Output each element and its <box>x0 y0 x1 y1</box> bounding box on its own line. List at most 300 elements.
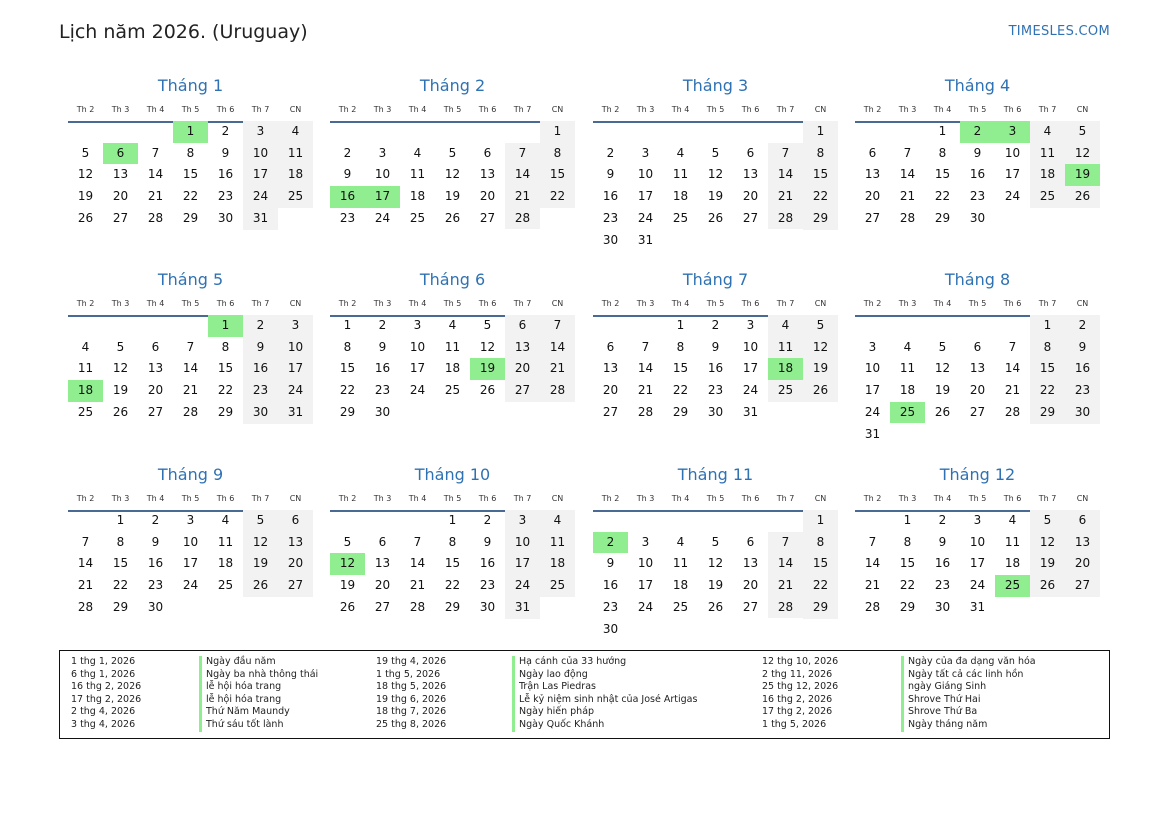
month-title: Tháng 2 <box>419 76 486 95</box>
day-cell: 20 <box>602 383 619 398</box>
day-cell: 8 <box>221 339 230 354</box>
day-cell: 15 <box>1039 361 1056 376</box>
day-cell: 31 <box>287 404 304 419</box>
day-cell: 24 <box>637 599 654 614</box>
legend-holiday-name: Shrove Thứ Ba <box>908 706 978 718</box>
holiday-day-cell: 25 <box>890 402 925 424</box>
day-cell: 4 <box>291 124 300 138</box>
weekday-header <box>330 493 575 505</box>
day-cell: 27 <box>287 578 304 593</box>
day-cell: 28 <box>147 210 164 225</box>
legend-date: 12 thg 10, 2026 <box>762 656 839 667</box>
weekday-label: Th 6 <box>1003 299 1022 308</box>
day-cell: 25 <box>409 210 426 225</box>
day-cell: 9 <box>973 145 982 160</box>
day-cell: 10 <box>182 534 199 549</box>
day-cell: 27 <box>742 599 759 614</box>
day-cell: 15 <box>549 167 566 182</box>
day-cell: 27 <box>374 599 391 614</box>
day-cell: 17 <box>637 189 654 204</box>
day-cell: 10 <box>742 339 759 354</box>
day-cell: 21 <box>182 383 199 398</box>
day-cell: 13 <box>969 361 986 376</box>
weekday-label: Th 7 <box>513 105 532 114</box>
day-cell: 4 <box>1043 124 1052 138</box>
holiday-day-cell: 2 <box>960 121 995 143</box>
day-cell: 25 <box>777 383 794 398</box>
day-cell: 3 <box>518 513 527 527</box>
day-cell: 22 <box>812 578 829 593</box>
legend-date: 17 thg 2, 2026 <box>762 706 833 718</box>
day-cell: 6 <box>746 534 755 549</box>
day-cell: 13 <box>602 361 619 376</box>
holiday-day-cell: 19 <box>1065 164 1100 186</box>
weekday-label: Th 5 <box>181 105 200 114</box>
page-title: Lịch năm 2026. (Uruguay) <box>59 21 308 43</box>
weekday-label: Th 7 <box>1038 299 1057 308</box>
day-cell: 9 <box>1078 339 1087 354</box>
weekday-label: Th 6 <box>741 299 760 308</box>
legend-holiday-name: Thứ sáu tốt lành <box>206 718 284 730</box>
legend-holiday-name: lễ hội hóa trang <box>206 681 282 693</box>
day-cell: 14 <box>777 556 794 571</box>
day-cell: 14 <box>77 556 94 571</box>
day-cell: 25 <box>672 599 689 614</box>
day-cell: 7 <box>81 534 90 549</box>
day-cell: 21 <box>637 383 654 398</box>
day-cell: 30 <box>602 232 619 247</box>
day-cell: 24 <box>514 578 531 593</box>
day-cell: 22 <box>112 578 129 593</box>
month-title: Tháng 12 <box>939 465 1016 484</box>
day-cell: 22 <box>899 578 916 593</box>
day-cell: 2 <box>256 318 265 332</box>
day-cell: 13 <box>287 534 304 549</box>
weekday-header <box>330 298 575 310</box>
weekday-label: Th 6 <box>216 299 235 308</box>
day-cell: 30 <box>217 210 234 225</box>
day-cell: 21 <box>77 578 94 593</box>
weekday-label: CN <box>289 105 302 114</box>
day-cell: 20 <box>969 383 986 398</box>
day-cell: 30 <box>147 599 164 614</box>
day-cell: 3 <box>256 124 265 138</box>
legend-holiday-name: Ngày hiến pháp <box>519 706 595 718</box>
month-title: Tháng 8 <box>944 270 1011 289</box>
month-title: Tháng 10 <box>414 465 491 484</box>
day-cell: 2 <box>1078 318 1087 332</box>
day-cell: 19 <box>707 578 724 593</box>
day-cell: 26 <box>112 404 129 419</box>
weekday-label: Th 5 <box>968 494 987 503</box>
day-cell: 6 <box>973 339 982 354</box>
legend-dates-column <box>376 656 446 732</box>
day-cell: 27 <box>969 404 986 419</box>
day-cell: 18 <box>287 167 304 182</box>
day-cell: 26 <box>479 383 496 398</box>
month-divider <box>593 510 838 512</box>
day-cell: 27 <box>602 404 619 419</box>
weekday-label: Th 5 <box>181 494 200 503</box>
day-cell: 9 <box>711 339 720 354</box>
day-cell: 17 <box>252 167 269 182</box>
legend-date: 1 thg 5, 2026 <box>376 668 441 680</box>
day-cell: 17 <box>287 361 304 376</box>
day-cell: 2 <box>938 513 947 527</box>
day-cell: 24 <box>742 383 759 398</box>
day-cell: 14 <box>899 167 916 182</box>
legend-holiday-name: Hạ cánh của 33 hướng <box>519 656 627 667</box>
day-cell: 11 <box>409 167 426 182</box>
day-cell: 25 <box>77 404 94 419</box>
weekday-label: CN <box>289 494 302 503</box>
day-cell: 18 <box>217 556 234 571</box>
legend-holiday-name: Ngày tất cả các linh hồn <box>908 668 1024 680</box>
day-cell: 13 <box>864 167 881 182</box>
day-cell: 5 <box>343 534 352 549</box>
day-cell: 12 <box>479 339 496 354</box>
month-title: Tháng 6 <box>419 270 486 289</box>
month-divider <box>330 121 575 123</box>
weekday-label: Th 6 <box>1003 494 1022 503</box>
day-cell: 28 <box>899 210 916 225</box>
day-cell: 7 <box>151 145 160 160</box>
day-cell: 18 <box>444 361 461 376</box>
day-cell: 1 <box>816 124 825 138</box>
weekday-header <box>855 104 1100 116</box>
day-cell: 19 <box>252 556 269 571</box>
weekday-label: Th 5 <box>181 299 200 308</box>
day-cell: 30 <box>934 599 951 614</box>
day-cell: 4 <box>553 513 562 527</box>
weekday-label: Th 6 <box>741 494 760 503</box>
day-cell: 12 <box>707 556 724 571</box>
day-cell: 5 <box>711 145 720 160</box>
weekday-label: Th 2 <box>863 105 882 114</box>
weekday-label: Th 4 <box>933 299 952 308</box>
day-cell: 19 <box>444 189 461 204</box>
day-cell: 7 <box>413 534 422 549</box>
day-cell: 2 <box>483 513 492 527</box>
day-cell: 13 <box>514 339 531 354</box>
weekday-label: Th 4 <box>671 299 690 308</box>
day-cell: 24 <box>864 404 881 419</box>
weekday-label: Th 6 <box>478 494 497 503</box>
day-cell: 11 <box>899 361 916 376</box>
day-cell: 9 <box>343 167 352 182</box>
legend-holiday-name: Ngày tháng năm <box>908 718 988 730</box>
day-cell: 7 <box>781 145 790 160</box>
day-cell: 3 <box>641 534 650 549</box>
day-cell: 8 <box>343 339 352 354</box>
day-cell: 28 <box>182 404 199 419</box>
day-cell: 30 <box>707 404 724 419</box>
day-cell: 22 <box>812 189 829 204</box>
legend-date: 16 thg 2, 2026 <box>762 693 833 705</box>
weekday-label: Th 7 <box>1038 494 1057 503</box>
day-cell: 20 <box>287 556 304 571</box>
day-cell: 30 <box>479 599 496 614</box>
day-cell: 2 <box>221 124 230 138</box>
day-cell: 18 <box>672 578 689 593</box>
day-cell: 26 <box>77 210 94 225</box>
weekday-label: Th 6 <box>216 105 235 114</box>
holiday-day-cell: 3 <box>995 121 1030 143</box>
day-cell: 8 <box>816 145 825 160</box>
day-cell: 5 <box>81 145 90 160</box>
day-cell: 4 <box>1008 513 1017 527</box>
day-cell: 20 <box>514 361 531 376</box>
day-cell: 22 <box>339 383 356 398</box>
day-cell: 23 <box>147 578 164 593</box>
holiday-day-cell: 18 <box>68 380 103 402</box>
day-cell: 12 <box>444 167 461 182</box>
month-divider <box>593 121 838 123</box>
day-cell: 3 <box>378 145 387 160</box>
day-cell: 9 <box>606 556 615 571</box>
day-cell: 18 <box>1039 167 1056 182</box>
day-cell: 9 <box>221 145 230 160</box>
day-cell: 21 <box>409 578 426 593</box>
day-cell: 29 <box>1039 404 1056 419</box>
day-cell: 16 <box>217 167 234 182</box>
weekday-label: Th 3 <box>898 105 917 114</box>
holiday-legend <box>59 650 1110 739</box>
day-cell: 24 <box>287 383 304 398</box>
legend-date: 18 thg 5, 2026 <box>376 681 447 693</box>
weekday-label: Th 5 <box>443 494 462 503</box>
day-cell: 3 <box>641 145 650 160</box>
day-cell: 12 <box>252 534 269 549</box>
weekday-label: Th 4 <box>408 105 427 114</box>
day-cell: 10 <box>374 167 391 182</box>
month-title: Tháng 5 <box>157 270 224 289</box>
day-cell: 14 <box>182 361 199 376</box>
day-cell: 15 <box>672 361 689 376</box>
day-cell: 3 <box>973 513 982 527</box>
day-cell: 16 <box>602 578 619 593</box>
day-cell: 8 <box>186 145 195 160</box>
day-cell: 23 <box>602 599 619 614</box>
holiday-day-cell: 19 <box>470 358 505 380</box>
day-cell: 11 <box>1004 534 1021 549</box>
day-cell: 14 <box>514 167 531 182</box>
day-cell: 28 <box>549 383 566 398</box>
weekday-label: Th 7 <box>1038 105 1057 114</box>
day-cell: 8 <box>1043 339 1052 354</box>
day-cell: 23 <box>969 189 986 204</box>
day-cell: 27 <box>147 404 164 419</box>
day-cell: 20 <box>374 578 391 593</box>
day-cell: 4 <box>448 318 457 332</box>
day-cell: 27 <box>864 210 881 225</box>
day-cell: 1 <box>116 513 125 527</box>
day-cell: 26 <box>1074 189 1091 204</box>
day-cell: 7 <box>518 145 527 160</box>
day-cell: 13 <box>112 167 129 182</box>
weekday-label: Th 6 <box>478 299 497 308</box>
day-cell: 13 <box>479 167 496 182</box>
weekday-label: Th 7 <box>251 494 270 503</box>
weekday-label: Th 4 <box>671 494 690 503</box>
day-cell: 9 <box>378 339 387 354</box>
holiday-day-cell: 17 <box>365 186 400 208</box>
day-cell: 8 <box>938 145 947 160</box>
day-cell: 22 <box>182 189 199 204</box>
weekday-label: CN <box>551 494 564 503</box>
legend-holiday-name: Ngày Quốc Khánh <box>519 718 605 730</box>
day-cell: 26 <box>252 578 269 593</box>
day-cell: 28 <box>1004 404 1021 419</box>
day-cell: 17 <box>182 556 199 571</box>
day-cell: 8 <box>903 534 912 549</box>
weekday-label: Th 2 <box>601 105 620 114</box>
day-cell: 22 <box>672 383 689 398</box>
day-cell: 2 <box>378 318 387 332</box>
brand-link[interactable]: TIMESLES.COM <box>1008 24 1110 39</box>
day-cell: 1 <box>343 318 352 332</box>
legend-date: 19 thg 6, 2026 <box>376 693 447 705</box>
day-cell: 5 <box>816 318 825 332</box>
legend-date: 25 thg 12, 2026 <box>762 681 839 693</box>
day-cell: 9 <box>938 534 947 549</box>
weekday-label: Th 7 <box>776 105 795 114</box>
legend-date: 25 thg 8, 2026 <box>376 718 447 730</box>
day-cell: 3 <box>186 513 195 527</box>
day-cell: 18 <box>672 189 689 204</box>
day-cell: 29 <box>672 404 689 419</box>
day-cell: 22 <box>934 189 951 204</box>
day-cell: 17 <box>969 556 986 571</box>
day-cell: 16 <box>934 556 951 571</box>
weekday-label: CN <box>1076 299 1089 308</box>
day-cell: 19 <box>707 189 724 204</box>
day-cell: 29 <box>812 210 829 225</box>
weekday-label: Th 6 <box>216 494 235 503</box>
day-cell: 27 <box>514 383 531 398</box>
day-cell: 25 <box>287 189 304 204</box>
weekday-header <box>593 493 838 505</box>
day-cell: 29 <box>444 599 461 614</box>
day-cell: 28 <box>409 599 426 614</box>
weekday-label: Th 5 <box>706 494 725 503</box>
legend-holiday-name: Lễ kỷ niệm sinh nhật của José Artigas <box>519 693 698 705</box>
day-cell: 22 <box>444 578 461 593</box>
weekday-header <box>68 298 313 310</box>
day-cell: 23 <box>707 383 724 398</box>
day-cell: 30 <box>374 404 391 419</box>
day-cell: 12 <box>707 167 724 182</box>
legend-names-column <box>901 656 1036 732</box>
day-cell: 20 <box>742 189 759 204</box>
weekday-label: Th 4 <box>408 299 427 308</box>
weekday-label: Th 5 <box>968 299 987 308</box>
day-cell: 4 <box>221 513 230 527</box>
day-cell: 21 <box>777 578 794 593</box>
day-cell: 7 <box>553 318 562 332</box>
day-cell: 18 <box>899 383 916 398</box>
day-cell: 11 <box>672 167 689 182</box>
weekday-label: Th 2 <box>338 299 357 308</box>
weekday-label: Th 4 <box>408 494 427 503</box>
legend-holiday-name: Shrove Thứ Hai <box>908 693 981 705</box>
weekday-label: Th 3 <box>373 494 392 503</box>
day-cell: 11 <box>1039 145 1056 160</box>
day-cell: 19 <box>112 383 129 398</box>
legend-date: 1 thg 1, 2026 <box>71 656 136 667</box>
day-cell: 17 <box>864 383 881 398</box>
day-cell: 25 <box>217 578 234 593</box>
day-cell: 26 <box>1039 578 1056 593</box>
day-cell: 4 <box>781 318 790 332</box>
weekday-label: Th 4 <box>933 494 952 503</box>
day-cell: 29 <box>812 599 829 614</box>
weekday-label: Th 4 <box>933 105 952 114</box>
weekday-label: Th 3 <box>898 494 917 503</box>
weekday-label: Th 4 <box>146 105 165 114</box>
day-cell: 23 <box>1074 383 1091 398</box>
day-cell: 8 <box>448 534 457 549</box>
legend-date: 3 thg 4, 2026 <box>71 718 136 730</box>
legend-holiday-name: Ngày ba nhà thông thái <box>206 668 319 680</box>
day-cell: 16 <box>969 167 986 182</box>
weekday-label: Th 5 <box>443 105 462 114</box>
day-cell: 13 <box>147 361 164 376</box>
day-cell: 17 <box>637 578 654 593</box>
day-cell: 17 <box>409 361 426 376</box>
day-cell: 11 <box>672 556 689 571</box>
day-cell: 16 <box>147 556 164 571</box>
weekday-header <box>68 104 313 116</box>
day-cell: 5 <box>938 339 947 354</box>
day-cell: 15 <box>112 556 129 571</box>
day-cell: 28 <box>777 599 794 614</box>
day-cell: 5 <box>256 513 265 527</box>
day-cell: 28 <box>514 210 531 225</box>
day-cell: 19 <box>934 383 951 398</box>
weekday-label: Th 3 <box>636 494 655 503</box>
weekday-label: Th 3 <box>636 299 655 308</box>
day-cell: 31 <box>969 599 986 614</box>
day-cell: 2 <box>343 145 352 160</box>
day-cell: 30 <box>969 210 986 225</box>
day-cell: 23 <box>217 189 234 204</box>
weekday-label: Th 7 <box>251 299 270 308</box>
day-cell: 18 <box>1004 556 1021 571</box>
day-cell: 20 <box>147 383 164 398</box>
weekday-label: Th 2 <box>76 494 95 503</box>
month-title: Tháng 3 <box>682 76 749 95</box>
day-cell: 14 <box>637 361 654 376</box>
weekday-header <box>68 493 313 505</box>
day-cell: 10 <box>287 339 304 354</box>
day-cell: 20 <box>479 189 496 204</box>
legend-date: 19 thg 4, 2026 <box>376 656 447 667</box>
weekday-label: Th 7 <box>513 299 532 308</box>
day-cell: 6 <box>291 513 300 527</box>
day-cell: 7 <box>641 339 650 354</box>
day-cell: 5 <box>1078 124 1087 138</box>
day-cell: 17 <box>514 556 531 571</box>
day-cell: 27 <box>1074 578 1091 593</box>
day-cell: 6 <box>746 145 755 160</box>
day-cell: 14 <box>1004 361 1021 376</box>
day-cell: 30 <box>252 404 269 419</box>
day-cell: 6 <box>1078 513 1087 527</box>
weekday-label: Th 3 <box>373 299 392 308</box>
day-cell: 10 <box>637 167 654 182</box>
day-cell: 8 <box>676 339 685 354</box>
